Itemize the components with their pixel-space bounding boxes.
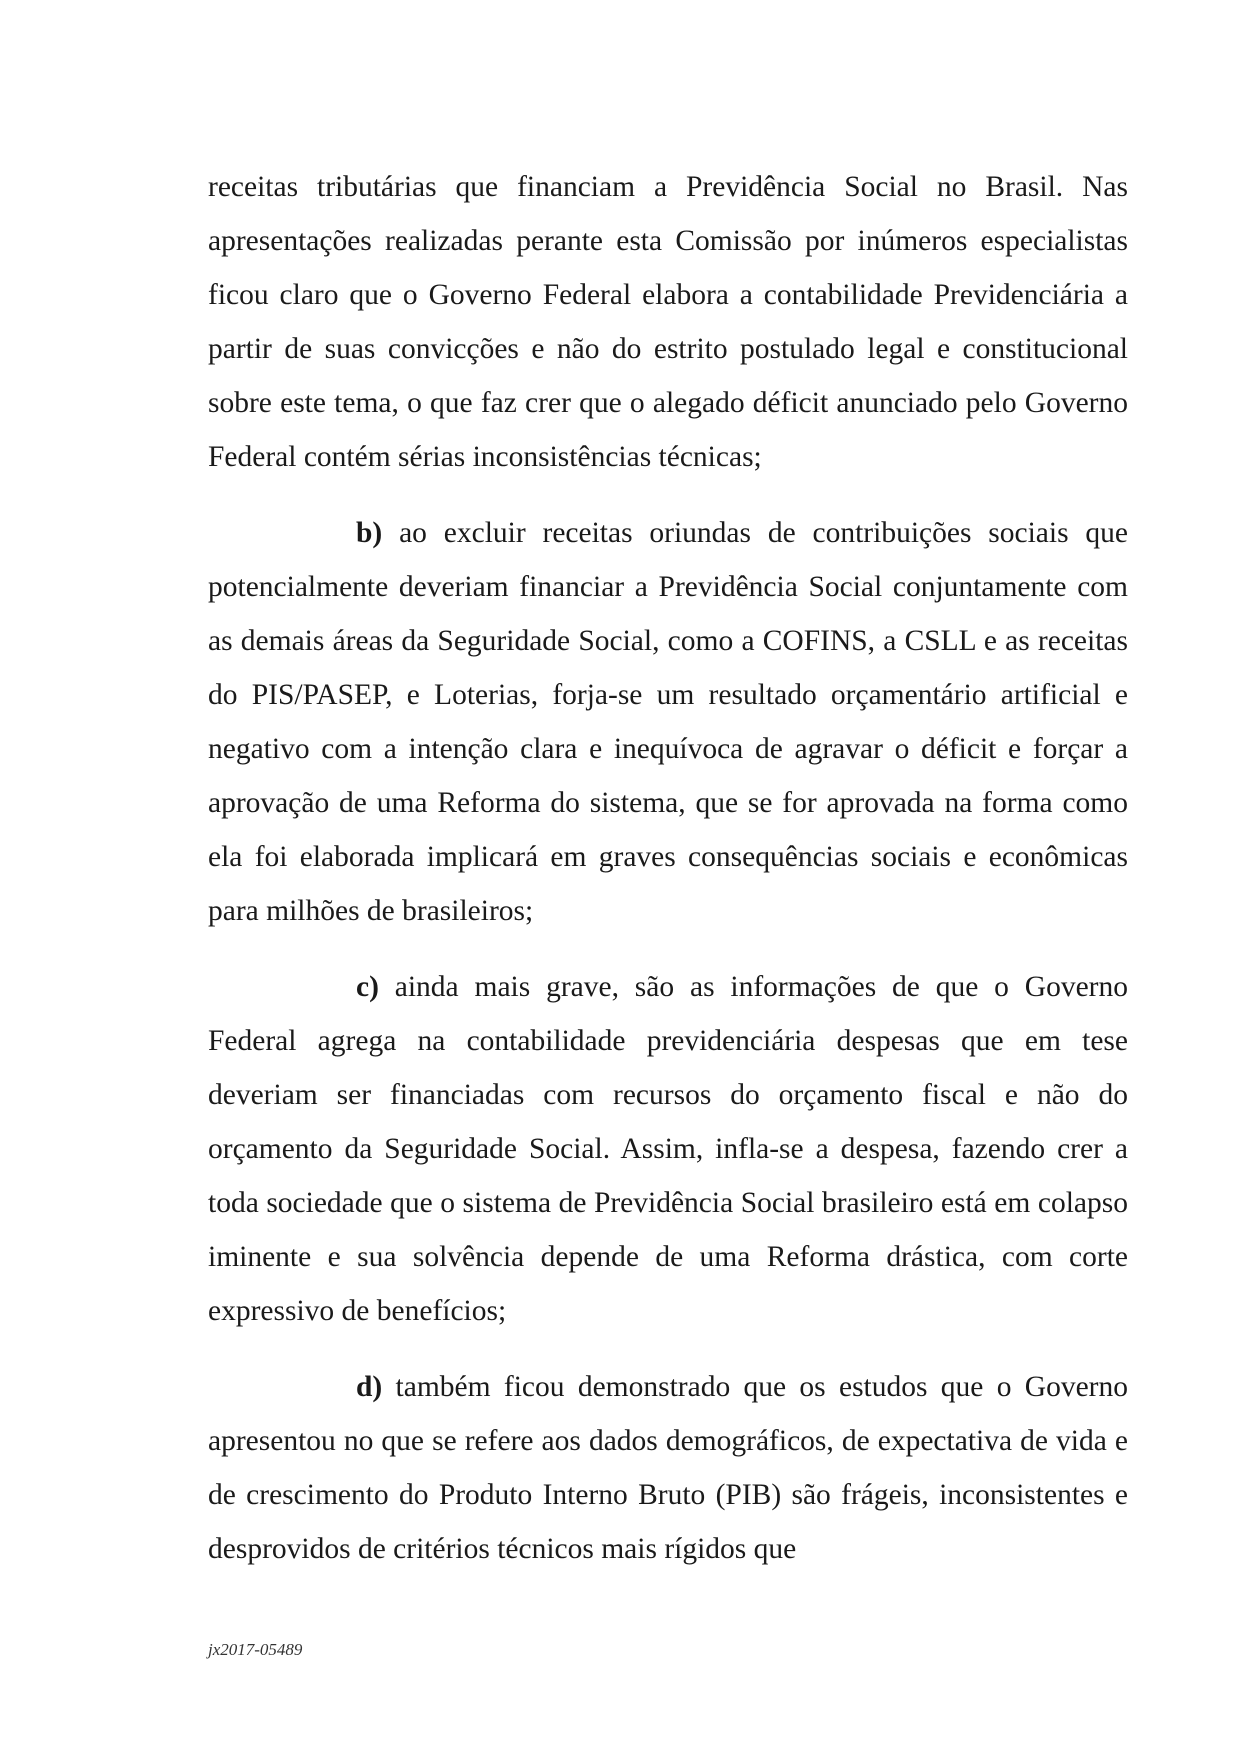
paragraph-text: ainda mais grave, são as informações de que o Governo Federal agrega na contabilidade previdenciária despesas que em tese deveriam ser financiadas com recursos do orçamento fiscal e não do orçamento da Seguridade Social. Assim, infla-se a despesa, fazendo crer a toda sociedade que o sistema de Previdência Social brasileiro está em colapso iminente e sua solvência depende de uma Reforma drástica, com corte expressivo de benefícios; [208,971,1128,1327]
item-letter-d: d) [356,1371,383,1403]
paragraph-continuation [208,160,1128,484]
paragraph-text: ao excluir receitas oriundas de contribuições sociais que potencialmente deveriam financiar a Previdência Social conjuntamente com as demais áreas da Seguridade Social, como a COFINS, a CSLL e as receitas do PIS/PASEP, e Loterias, forja-se um resultado orçamentário artificial e negativo com a intenção clara e inequívoca de agravar o déficit e forçar a aprovação de uma Reforma do sistema, que se for aprovada na forma como ela foi elaborada implicará em graves consequências sociais e econômicas para milhões de brasileiros; [208,517,1128,927]
document-body [208,160,1128,1576]
paragraph-item-c [208,960,1128,1338]
paragraph-text: receitas tributárias que financiam a Previdência Social no Brasil. Nas apresentações realizadas perante esta Comissão por inúmeros especialistas ficou claro que o Governo Federal elabora a contabilidade Previdenciária a partir de suas convicções e não do estrito postulado legal e constitucional sobre este tema, o que faz crer que o alegado déficit anunciado pelo Governo Federal contém sérias inconsistências técnicas; [208,171,1128,473]
document-footer-code: jx2017-05489 [208,1640,303,1659]
item-letter-b: b) [356,517,383,549]
paragraph-item-b [208,506,1128,938]
paragraph-text: também ficou demonstrado que os estudos que o Governo apresentou no que se refere aos dados demográficos, de expectativa de vida e de crescimento do Produto Interno Bruto (PIB) são frágeis, inconsistentes e desprovidos de critérios técnicos mais rígidos que [208,1371,1128,1565]
item-letter-c: c) [356,971,379,1003]
paragraph-item-d [208,1360,1128,1576]
